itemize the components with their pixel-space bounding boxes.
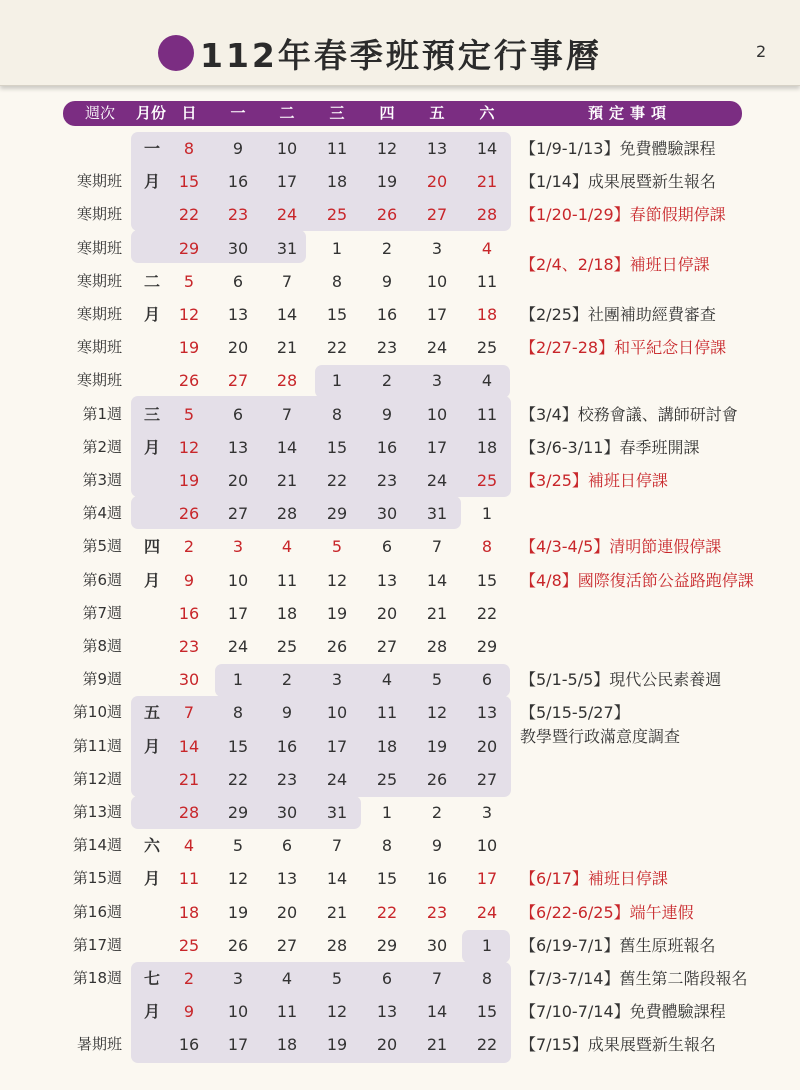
event-item: 【7/15】成果展暨新生報名 [520, 1035, 716, 1055]
event-item: 【2/4、2/18】補班日停課 [520, 255, 710, 275]
date-cell: 3 [431, 238, 443, 258]
date-cell: 13 [376, 570, 398, 590]
week-label: 寒期班 [76, 238, 122, 257]
date-cell: 9 [281, 703, 293, 723]
date-cell: 26 [178, 504, 200, 524]
date-cell: 19 [326, 603, 348, 623]
date-cell: 9 [381, 404, 393, 424]
date-cell: 30 [227, 238, 249, 258]
date-cell: 25 [476, 338, 498, 358]
date-cell: 14 [426, 1002, 448, 1022]
event-item: 【3/4】校務會議、講師研討會 [520, 404, 738, 424]
date-cell: 20 [476, 736, 498, 756]
date-cell: 19 [227, 902, 249, 922]
date-cell: 16 [376, 305, 398, 324]
event-item: 【4/8】國際復活節公益路跑停課 [520, 570, 754, 590]
date-cell: 12 [227, 869, 249, 889]
date-cell: 9 [381, 271, 393, 291]
date-cell: 10 [276, 139, 298, 158]
date-cell: 26 [326, 637, 348, 656]
date-cell: 24 [426, 338, 448, 358]
date-cell: 9 [183, 570, 195, 590]
date-cell: 2 [183, 969, 195, 988]
week-label: 第10週 [72, 703, 122, 722]
week-label: 第4週 [82, 504, 122, 523]
date-cell: 18 [376, 736, 398, 756]
date-cell: 10 [426, 404, 448, 424]
date-cell: 30 [178, 670, 200, 690]
date-cell: 1 [331, 238, 343, 258]
date-cell: 22 [178, 205, 200, 225]
date-cell: 11 [476, 404, 498, 424]
date-cell: 20 [227, 338, 249, 358]
week-label: 第12週 [72, 769, 122, 788]
date-cell: 3 [431, 371, 443, 391]
week-label: 第16週 [72, 902, 122, 921]
event-item: 【6/17】補班日停課 [520, 869, 668, 889]
week-label: 寒期班 [76, 371, 122, 390]
date-cell: 28 [426, 637, 448, 656]
date-cell: 27 [276, 935, 298, 955]
date-cell: 12 [426, 703, 448, 723]
date-cell: 17 [426, 437, 448, 457]
date-cell: 2 [281, 670, 293, 690]
date-cell: 24 [326, 769, 348, 789]
date-cell: 7 [431, 537, 443, 557]
header-day-thu: 四 [379, 104, 395, 122]
date-cell: 8 [331, 404, 343, 424]
event-item: 【1/14】成果展暨新生報名 [520, 172, 716, 192]
page-number: 2 [756, 42, 767, 61]
date-cell: 10 [227, 1002, 249, 1022]
date-cell: 11 [178, 869, 200, 889]
date-cell: 8 [381, 836, 393, 856]
date-cell: 17 [326, 736, 348, 756]
date-cell: 4 [281, 969, 293, 988]
event-item: 【6/22-6/25】端午連假 [520, 902, 694, 922]
month-label: 月 [143, 1002, 160, 1022]
date-cell: 5 [183, 404, 195, 424]
date-cell: 9 [232, 139, 244, 158]
date-cell: 18 [326, 172, 348, 192]
date-cell: 19 [178, 471, 200, 490]
date-cell: 11 [276, 570, 298, 590]
event-item: 【4/3-4/5】清明節連假停課 [520, 537, 722, 557]
date-cell: 22 [376, 902, 398, 922]
week-label: 第13週 [72, 803, 122, 821]
title-dot-icon [158, 35, 194, 71]
week-label: 第1週 [82, 404, 122, 423]
date-cell: 23 [178, 637, 200, 656]
month-label: 五 [143, 703, 160, 723]
date-cell: 27 [227, 371, 249, 391]
date-cell: 22 [476, 603, 498, 623]
week-label: 第11週 [72, 736, 122, 755]
date-cell: 14 [178, 736, 200, 756]
date-cell: 20 [276, 902, 298, 922]
date-cell: 26 [376, 205, 398, 225]
week-label: 第8週 [82, 637, 122, 655]
date-cell: 16 [178, 1035, 200, 1055]
date-cell: 28 [276, 371, 298, 391]
date-cell: 31 [326, 803, 348, 822]
date-cell: 21 [276, 338, 298, 358]
date-cell: 5 [331, 969, 343, 988]
date-cell: 6 [481, 670, 493, 690]
date-cell: 25 [376, 769, 398, 789]
event-item: 【2/25】社團補助經費審查 [520, 305, 716, 324]
page-title: 112年春季班預定行事曆 [200, 36, 602, 75]
month-label: 七 [143, 969, 160, 988]
date-cell: 18 [276, 603, 298, 623]
date-cell: 11 [376, 703, 398, 723]
date-cell: 24 [426, 471, 448, 490]
date-cell: 23 [227, 205, 249, 225]
header-day-sun: 日 [181, 104, 197, 122]
week-label: 第17週 [72, 935, 122, 954]
week-label: 暑期班 [76, 1035, 122, 1054]
date-cell: 21 [326, 902, 348, 922]
week-label: 第14週 [72, 836, 122, 855]
date-cell: 24 [227, 637, 249, 656]
week-label: 第7週 [82, 603, 122, 622]
date-cell: 19 [326, 1035, 348, 1055]
header-events: 預定事項 [587, 104, 672, 122]
date-cell: 25 [326, 205, 348, 225]
date-cell: 6 [232, 404, 244, 424]
date-cell: 16 [227, 172, 249, 192]
date-cell: 21 [276, 471, 298, 490]
date-cell: 10 [326, 703, 348, 723]
date-cell: 5 [331, 537, 343, 557]
month-label: 一 [143, 139, 160, 158]
month-label: 月 [143, 437, 160, 457]
date-cell: 29 [476, 637, 498, 656]
date-cell: 22 [326, 338, 348, 358]
date-cell: 19 [376, 172, 398, 192]
date-cell: 9 [431, 836, 443, 856]
date-cell: 3 [331, 670, 343, 690]
date-cell: 14 [276, 305, 298, 324]
event-item: 【7/10-7/14】免費體驗課程 [520, 1002, 726, 1022]
date-cell: 12 [326, 1002, 348, 1022]
date-cell: 28 [326, 935, 348, 955]
date-cell: 14 [276, 437, 298, 457]
date-cell: 13 [376, 1002, 398, 1022]
week-label: 寒期班 [76, 172, 122, 191]
date-cell: 2 [381, 371, 393, 391]
date-cell: 14 [476, 139, 498, 158]
date-cell: 21 [426, 1035, 448, 1055]
date-cell: 28 [178, 803, 200, 822]
date-cell: 1 [232, 670, 244, 690]
date-cell: 15 [476, 1002, 498, 1022]
week-label: 第6週 [82, 570, 122, 589]
date-cell: 13 [276, 869, 298, 889]
date-cell: 11 [276, 1002, 298, 1022]
date-cell: 12 [178, 437, 200, 457]
date-cell: 7 [183, 703, 195, 723]
week-label: 寒期班 [76, 271, 122, 290]
month-label: 月 [143, 869, 160, 889]
month-label: 四 [143, 537, 160, 557]
week-label: 第3週 [82, 471, 122, 489]
date-cell: 30 [426, 935, 448, 955]
date-cell: 13 [476, 703, 498, 723]
date-cell: 8 [331, 271, 343, 291]
date-cell: 15 [326, 437, 348, 457]
date-cell: 18 [476, 305, 498, 324]
date-cell: 22 [326, 471, 348, 490]
month-label: 月 [143, 570, 160, 590]
date-cell: 1 [481, 504, 493, 524]
date-cell: 5 [232, 836, 244, 856]
date-cell: 17 [227, 1035, 249, 1055]
date-cell: 20 [227, 471, 249, 490]
month-label: 三 [143, 404, 160, 424]
week-label: 第15週 [72, 869, 122, 888]
event-item: 教學暨行政滿意度調查 [520, 726, 681, 746]
date-cell: 3 [481, 803, 493, 822]
week-label: 第5週 [82, 537, 122, 556]
date-cell: 7 [331, 836, 343, 856]
date-cell: 26 [426, 769, 448, 789]
date-cell: 23 [426, 902, 448, 922]
event-item: 【2/27-28】和平紀念日停課 [520, 338, 727, 358]
date-cell: 2 [183, 537, 195, 557]
date-cell: 15 [227, 736, 249, 756]
header-week: 週次 [84, 104, 115, 122]
header-day-tue: 二 [279, 104, 295, 122]
date-cell: 13 [227, 437, 249, 457]
event-item: 【1/20-1/29】春節假期停課 [520, 205, 726, 225]
date-cell: 1 [481, 935, 493, 955]
event-item: 【1/9-1/13】免費體驗課程 [520, 139, 716, 158]
date-cell: 3 [232, 969, 244, 988]
date-cell: 27 [227, 504, 249, 524]
event-item: 【3/6-3/11】春季班開課 [520, 437, 700, 457]
date-cell: 10 [227, 570, 249, 590]
date-cell: 15 [376, 869, 398, 889]
date-cell: 2 [381, 238, 393, 258]
date-cell: 16 [426, 869, 448, 889]
date-cell: 4 [281, 537, 293, 557]
date-cell: 14 [426, 570, 448, 590]
date-cell: 26 [178, 371, 200, 391]
date-cell: 15 [178, 172, 200, 192]
date-cell: 29 [178, 238, 200, 258]
date-cell: 20 [376, 1035, 398, 1055]
date-cell: 29 [376, 935, 398, 955]
date-cell: 12 [178, 305, 200, 324]
date-cell: 18 [276, 1035, 298, 1055]
date-cell: 12 [326, 570, 348, 590]
date-cell: 5 [431, 670, 443, 690]
header-day-mon: 一 [230, 104, 246, 122]
date-cell: 28 [276, 504, 298, 524]
date-cell: 8 [481, 537, 493, 557]
date-cell: 17 [476, 869, 498, 889]
date-cell: 16 [276, 736, 298, 756]
date-cell: 27 [376, 637, 398, 656]
date-cell: 26 [227, 935, 249, 955]
date-cell: 17 [426, 305, 448, 324]
event-item: 【3/25】補班日停課 [520, 471, 668, 490]
date-cell: 22 [476, 1035, 498, 1055]
date-cell: 29 [227, 803, 249, 822]
date-cell: 10 [426, 271, 448, 291]
date-cell: 4 [481, 238, 493, 258]
date-cell: 18 [178, 902, 200, 922]
header-day-wed: 三 [329, 104, 345, 122]
date-cell: 23 [376, 338, 398, 358]
date-cell: 8 [183, 139, 195, 158]
date-cell: 23 [276, 769, 298, 789]
date-cell: 31 [276, 238, 298, 258]
date-cell: 8 [232, 703, 244, 723]
month-label: 月 [143, 736, 160, 756]
date-cell: 6 [381, 969, 393, 988]
month-label: 月 [143, 305, 160, 324]
date-cell: 21 [178, 769, 200, 789]
date-cell: 27 [426, 205, 448, 225]
date-cell: 25 [476, 471, 498, 490]
week-label: 寒期班 [76, 338, 122, 357]
date-cell: 11 [326, 139, 348, 158]
date-cell: 14 [326, 869, 348, 889]
date-cell: 13 [227, 305, 249, 324]
date-cell: 30 [276, 803, 298, 822]
date-cell: 20 [376, 603, 398, 623]
event-item: 【5/1-5/5】現代公民素養週 [520, 670, 722, 690]
date-cell: 21 [476, 172, 498, 192]
date-cell: 25 [178, 935, 200, 955]
date-cell: 7 [281, 404, 293, 424]
date-cell: 21 [426, 603, 448, 623]
date-cell: 15 [476, 570, 498, 590]
date-cell: 28 [476, 205, 498, 225]
date-cell: 6 [381, 537, 393, 557]
date-cell: 27 [476, 769, 498, 789]
date-cell: 24 [276, 205, 298, 225]
date-cell: 25 [276, 637, 298, 656]
date-cell: 7 [431, 969, 443, 988]
month-label: 二 [143, 271, 160, 291]
week-label: 第18週 [72, 969, 122, 987]
date-cell: 29 [326, 504, 348, 524]
header-day-fri: 五 [429, 104, 445, 122]
header-month: 月份 [135, 104, 166, 122]
week-label: 第9週 [82, 670, 122, 689]
month-label: 月 [143, 172, 160, 192]
date-cell: 6 [281, 836, 293, 856]
date-cell: 18 [476, 437, 498, 457]
date-cell: 1 [331, 371, 343, 391]
date-cell: 31 [426, 504, 448, 524]
date-cell: 4 [481, 371, 493, 391]
month-label: 六 [143, 836, 160, 856]
date-cell: 16 [376, 437, 398, 457]
date-cell: 16 [178, 603, 200, 623]
date-cell: 17 [227, 603, 249, 623]
date-cell: 2 [431, 803, 443, 822]
date-cell: 15 [326, 305, 348, 324]
week-label: 寒期班 [76, 305, 122, 323]
event-item: 【5/15-5/27】 [520, 703, 630, 723]
date-cell: 13 [426, 139, 448, 158]
date-cell: 4 [183, 836, 195, 856]
week-label: 寒期班 [76, 205, 122, 224]
date-cell: 20 [426, 172, 448, 192]
date-cell: 11 [476, 271, 498, 291]
header-day-sat: 六 [479, 104, 495, 122]
date-cell: 24 [476, 902, 498, 922]
date-cell: 6 [232, 271, 244, 291]
date-cell: 7 [281, 271, 293, 291]
date-cell: 23 [376, 471, 398, 490]
date-cell: 12 [376, 139, 398, 158]
date-cell: 10 [476, 836, 498, 856]
date-cell: 9 [183, 1002, 195, 1022]
event-item: 【7/3-7/14】舊生第二階段報名 [520, 969, 748, 988]
date-cell: 19 [426, 736, 448, 756]
date-cell: 5 [183, 271, 195, 291]
date-cell: 30 [376, 504, 398, 524]
date-cell: 3 [232, 537, 244, 557]
date-cell: 1 [381, 803, 393, 822]
date-cell: 22 [227, 769, 249, 789]
event-item: 【6/19-7/1】舊生原班報名 [520, 935, 716, 955]
date-cell: 17 [276, 172, 298, 192]
date-cell: 4 [381, 670, 393, 690]
date-cell: 8 [481, 969, 493, 988]
week-label: 第2週 [82, 437, 122, 456]
date-cell: 19 [178, 338, 200, 358]
